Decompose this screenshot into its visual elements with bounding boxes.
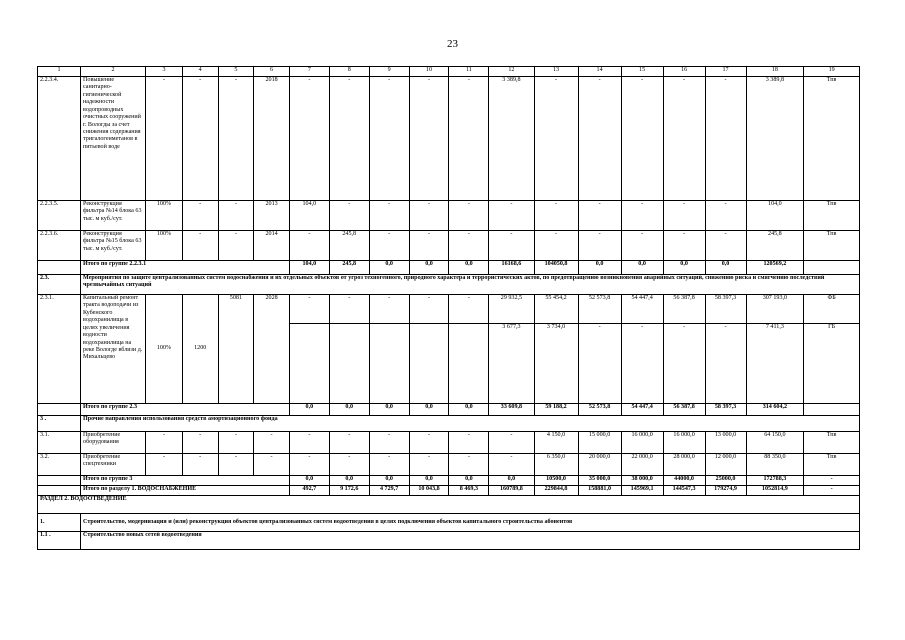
cell bbox=[449, 324, 489, 404]
total-label: Итого по группе 2.3 bbox=[81, 404, 290, 416]
cell: 58 397,3 bbox=[705, 295, 746, 324]
col-header: 6 bbox=[254, 67, 290, 77]
cell: - bbox=[489, 201, 534, 231]
cell: - bbox=[534, 201, 578, 231]
cell: - bbox=[218, 231, 254, 261]
cell: - bbox=[254, 432, 290, 454]
cell: 0,0 bbox=[663, 261, 705, 275]
cell: - bbox=[804, 476, 860, 486]
cell bbox=[369, 324, 409, 404]
cell: 172788,3 bbox=[746, 476, 804, 486]
cell: 120569,2 bbox=[746, 261, 804, 275]
section-number: 1.1 . bbox=[38, 532, 81, 550]
table-row bbox=[38, 77, 860, 201]
cell: 58 397,3 bbox=[705, 404, 746, 416]
cell: 158881,0 bbox=[578, 486, 621, 496]
cell bbox=[38, 404, 81, 416]
cell: 0,0 bbox=[369, 476, 409, 486]
cell: 229844,8 bbox=[534, 486, 578, 496]
cell: 16168,6 bbox=[489, 261, 534, 275]
cell: 100% bbox=[146, 231, 183, 261]
cell: - bbox=[621, 231, 663, 261]
cell: 12 000,0 bbox=[705, 454, 746, 476]
column-number-row bbox=[38, 67, 860, 77]
cell: - bbox=[534, 231, 578, 261]
cell: - bbox=[663, 324, 705, 404]
total-label: Итого по группе 3 bbox=[81, 476, 290, 486]
section-title: Мероприятия по защите централизованных систем водоснабжения и их отдельных объектов от угроз техногенного, природного характера и террористических актов, по предотвращению возникновения аварийных ситуаций, снижению риска и смягчению последствий чрезвычайных ситуаций bbox=[81, 275, 860, 295]
cell: 56 387,8 bbox=[663, 295, 705, 324]
cell: 33 609,8 bbox=[489, 404, 534, 416]
cell: - bbox=[289, 77, 329, 201]
cell: - bbox=[369, 295, 409, 324]
cell: 54 447,4 bbox=[621, 295, 663, 324]
section-row bbox=[38, 532, 860, 550]
cell: - bbox=[329, 454, 369, 476]
row-number: 2.2.3.5. bbox=[38, 201, 81, 231]
cell: 492,7 bbox=[289, 486, 329, 496]
cell: - bbox=[146, 77, 183, 201]
cell: Тпв bbox=[804, 231, 860, 261]
row-number: 2.2.3.4. bbox=[38, 77, 81, 201]
section-row bbox=[38, 275, 860, 295]
cell: - bbox=[329, 295, 369, 324]
cell: 59 188,2 bbox=[534, 404, 578, 416]
table-row bbox=[38, 201, 860, 231]
cell: ГБ bbox=[804, 324, 860, 404]
cell: 0,0 bbox=[489, 476, 534, 486]
cell: 56 387,8 bbox=[663, 404, 705, 416]
col-header: 10 bbox=[409, 67, 449, 77]
section-title: Строительство, модернизация и (или) реконструкция объектов централизованных систем водоотведения в целях подключения объектов капитального строительства абонентов bbox=[81, 514, 860, 532]
cell: 0,0 bbox=[289, 404, 329, 416]
cell: 54 447,4 bbox=[621, 404, 663, 416]
cell: 20 000,0 bbox=[578, 454, 621, 476]
col-header: 18 bbox=[746, 67, 804, 77]
col-header: 11 bbox=[449, 67, 489, 77]
cell: - bbox=[409, 295, 449, 324]
cell: 0,0 bbox=[329, 404, 369, 416]
cell: 145969,1 bbox=[621, 486, 663, 496]
cell: - bbox=[621, 324, 663, 404]
cell: 0,0 bbox=[329, 476, 369, 486]
cell: - bbox=[369, 432, 409, 454]
cell: 1200 bbox=[182, 295, 218, 404]
table-row bbox=[38, 231, 860, 261]
table-row bbox=[38, 432, 860, 454]
cell bbox=[38, 476, 81, 486]
cell: - bbox=[369, 454, 409, 476]
cell: - bbox=[182, 454, 218, 476]
section-title: Прочие направления использования средств амортизационного фонда bbox=[81, 416, 860, 432]
section-row bbox=[38, 416, 860, 432]
cell: 5081 bbox=[218, 295, 254, 404]
cell: 3 389,8 bbox=[489, 77, 534, 201]
cell: 4 150,0 bbox=[534, 432, 578, 454]
row-number: 2.3.1. bbox=[38, 295, 81, 404]
row-name: Капитальный ремонт тракта водоподачи из Кубенского водохранилища в целях увеличения водности водохранилища на реке Вологде вблизи д. Михальцево bbox=[81, 295, 146, 404]
cell: - bbox=[663, 77, 705, 201]
cell: 144547,3 bbox=[663, 486, 705, 496]
row-name: Приобретение спецтехники bbox=[81, 454, 146, 476]
cell: - bbox=[705, 77, 746, 201]
cell: 0,0 bbox=[289, 476, 329, 486]
cell: 0,0 bbox=[705, 261, 746, 275]
cell: 314 604,2 bbox=[746, 404, 804, 416]
chapter-row bbox=[38, 496, 860, 514]
cell: - bbox=[289, 432, 329, 454]
cell: 104050,8 bbox=[534, 261, 578, 275]
col-header: 2 bbox=[81, 67, 146, 77]
cell: - bbox=[218, 454, 254, 476]
cell: 307 193,0 bbox=[746, 295, 804, 324]
cell: - bbox=[409, 231, 449, 261]
section-row bbox=[38, 514, 860, 532]
col-header: 9 bbox=[369, 67, 409, 77]
cell: 104,0 bbox=[289, 261, 329, 275]
cell: - bbox=[449, 454, 489, 476]
col-header: 14 bbox=[578, 67, 621, 77]
cell bbox=[409, 324, 449, 404]
cell: - bbox=[489, 432, 534, 454]
cell: 245,8 bbox=[329, 261, 369, 275]
cell: - bbox=[218, 201, 254, 231]
cell: 28 000,0 bbox=[663, 454, 705, 476]
cell: 10 043,8 bbox=[409, 486, 449, 496]
cell: - bbox=[705, 231, 746, 261]
cell: Тпв bbox=[804, 201, 860, 231]
cell: 3 389,8 bbox=[746, 77, 804, 201]
cell: 0,0 bbox=[409, 404, 449, 416]
col-header: 16 bbox=[663, 67, 705, 77]
page-number: 23 bbox=[447, 38, 458, 50]
cell: - bbox=[329, 432, 369, 454]
cell bbox=[329, 324, 369, 404]
table-row bbox=[38, 454, 860, 476]
cell bbox=[38, 261, 81, 275]
cell: 160789,8 bbox=[489, 486, 534, 496]
cell: - bbox=[578, 231, 621, 261]
section-total-row bbox=[38, 486, 860, 496]
cell: 3 734,0 bbox=[534, 324, 578, 404]
row-name: Реконструкция фильтра №15 блока 63 тыс. м куб./сут. bbox=[81, 231, 146, 261]
cell bbox=[804, 404, 860, 416]
col-header: 13 bbox=[534, 67, 578, 77]
cell bbox=[804, 261, 860, 275]
cell: 0,0 bbox=[369, 404, 409, 416]
cell bbox=[38, 486, 81, 496]
cell: 0,0 bbox=[449, 261, 489, 275]
cell: - bbox=[705, 324, 746, 404]
cell: 1052814,9 bbox=[746, 486, 804, 496]
col-header: 15 bbox=[621, 67, 663, 77]
cell: 88 350,0 bbox=[746, 454, 804, 476]
total-label: Итого по группе 2.2.3.1 bbox=[81, 261, 290, 275]
total-label: Итого по разделу 1. ВОДОСНАБЖЕНИЕ bbox=[81, 486, 290, 496]
section-number: 2.3. bbox=[38, 275, 81, 295]
cell: - bbox=[621, 201, 663, 231]
cell: - bbox=[621, 77, 663, 201]
group-total-row bbox=[38, 476, 860, 486]
cell: - bbox=[705, 201, 746, 231]
col-header: 19 bbox=[804, 67, 860, 77]
cell: Тпв bbox=[804, 454, 860, 476]
cell: - bbox=[329, 201, 369, 231]
cell: - bbox=[578, 77, 621, 201]
cell: - bbox=[409, 432, 449, 454]
table-row bbox=[38, 295, 860, 324]
cell: 38 000,0 bbox=[621, 476, 663, 486]
cell: - bbox=[409, 454, 449, 476]
cell: 0,0 bbox=[369, 261, 409, 275]
cell: - bbox=[329, 77, 369, 201]
col-header: 17 bbox=[705, 67, 746, 77]
cell: 2013 bbox=[254, 201, 290, 231]
group-total-row bbox=[38, 261, 860, 275]
col-header: 5 bbox=[218, 67, 254, 77]
cell: - bbox=[289, 231, 329, 261]
cell: 13 000,0 bbox=[705, 432, 746, 454]
cell: - bbox=[449, 77, 489, 201]
cell: 6 350,0 bbox=[534, 454, 578, 476]
row-number: 3.2. bbox=[38, 454, 81, 476]
cell: - bbox=[804, 486, 860, 496]
cell: 15 000,0 bbox=[578, 432, 621, 454]
cell: - bbox=[534, 77, 578, 201]
cell: 100% bbox=[146, 201, 183, 231]
cell: 2028 bbox=[254, 295, 290, 404]
cell: 3 677,3 bbox=[489, 324, 534, 404]
cell: - bbox=[218, 432, 254, 454]
cell bbox=[289, 324, 329, 404]
cell: - bbox=[182, 231, 218, 261]
cell: - bbox=[182, 77, 218, 201]
cell: 29 932,5 bbox=[489, 295, 534, 324]
cell: - bbox=[182, 432, 218, 454]
cell: 25000,0 bbox=[705, 476, 746, 486]
cell: 22 000,0 bbox=[621, 454, 663, 476]
cell: - bbox=[254, 454, 290, 476]
cell: Тпв bbox=[804, 432, 860, 454]
cell: 0,0 bbox=[621, 261, 663, 275]
col-header: 8 bbox=[329, 67, 369, 77]
cell: - bbox=[449, 295, 489, 324]
cell: 16 000,0 bbox=[663, 432, 705, 454]
cell: - bbox=[409, 201, 449, 231]
cell: - bbox=[369, 77, 409, 201]
cell: ФБ bbox=[804, 295, 860, 324]
cell: 55 454,2 bbox=[534, 295, 578, 324]
cell: 0,0 bbox=[578, 261, 621, 275]
row-name: Повышение санитарно-гигиенической надежности водопроводных очистных сооружений г. Вологды за счет снижения содержания тригалогенметанов в питьевой воде bbox=[81, 77, 146, 201]
cell: 44000,0 bbox=[663, 476, 705, 486]
cell: - bbox=[489, 231, 534, 261]
row-name: Реконструкция фильтра №14 блока 63 тыс. м куб./сут. bbox=[81, 201, 146, 231]
cell: - bbox=[578, 324, 621, 404]
cell: 104,0 bbox=[289, 201, 329, 231]
cell: - bbox=[369, 201, 409, 231]
cell: 16 000,0 bbox=[621, 432, 663, 454]
cell: 104,0 bbox=[746, 201, 804, 231]
cell: - bbox=[182, 201, 218, 231]
investment-program-table bbox=[37, 66, 860, 550]
cell: 2018 bbox=[254, 77, 290, 201]
col-header: 7 bbox=[289, 67, 329, 77]
cell: 8 469,3 bbox=[449, 486, 489, 496]
col-header: 3 bbox=[146, 67, 183, 77]
cell: 0,0 bbox=[409, 261, 449, 275]
col-header: 12 bbox=[489, 67, 534, 77]
cell: - bbox=[663, 231, 705, 261]
section-number: 1. bbox=[38, 514, 81, 532]
cell: 52 573,8 bbox=[578, 295, 621, 324]
cell: 35 000,0 bbox=[578, 476, 621, 486]
cell: 64 150,0 bbox=[746, 432, 804, 454]
cell: - bbox=[663, 201, 705, 231]
cell: 2014 bbox=[254, 231, 290, 261]
cell: Тпв bbox=[804, 77, 860, 201]
cell: 10500,0 bbox=[534, 476, 578, 486]
cell: 179274,9 bbox=[705, 486, 746, 496]
cell: 100% bbox=[146, 295, 183, 404]
cell: - bbox=[369, 231, 409, 261]
cell: 7 411,3 bbox=[746, 324, 804, 404]
row-name: Приобретение оборудования bbox=[81, 432, 146, 454]
cell: 0,0 bbox=[449, 404, 489, 416]
cell: - bbox=[449, 201, 489, 231]
cell: 0,0 bbox=[449, 476, 489, 486]
section-number: 3 . bbox=[38, 416, 81, 432]
cell: - bbox=[218, 77, 254, 201]
chapter-title: РАЗДЕЛ 2. ВОДООТВЕДЕНИЕ bbox=[38, 496, 860, 514]
cell: - bbox=[409, 77, 449, 201]
cell: - bbox=[289, 295, 329, 324]
row-number: 3.1. bbox=[38, 432, 81, 454]
cell: - bbox=[489, 454, 534, 476]
col-header: 1 bbox=[38, 67, 81, 77]
row-number: 2.2.3.6. bbox=[38, 231, 81, 261]
cell: - bbox=[289, 454, 329, 476]
cell: 9 172,6 bbox=[329, 486, 369, 496]
cell: - bbox=[146, 454, 183, 476]
cell: - bbox=[449, 432, 489, 454]
col-header: 4 bbox=[182, 67, 218, 77]
cell: 0,0 bbox=[409, 476, 449, 486]
cell: - bbox=[578, 201, 621, 231]
section-title: Строительство новых сетей водоотведения bbox=[81, 532, 860, 550]
cell: 245,8 bbox=[329, 231, 369, 261]
cell: - bbox=[449, 231, 489, 261]
cell: - bbox=[146, 432, 183, 454]
cell: 4 729,7 bbox=[369, 486, 409, 496]
cell: 245,8 bbox=[746, 231, 804, 261]
group-total-row bbox=[38, 404, 860, 416]
cell: 52 573,8 bbox=[578, 404, 621, 416]
